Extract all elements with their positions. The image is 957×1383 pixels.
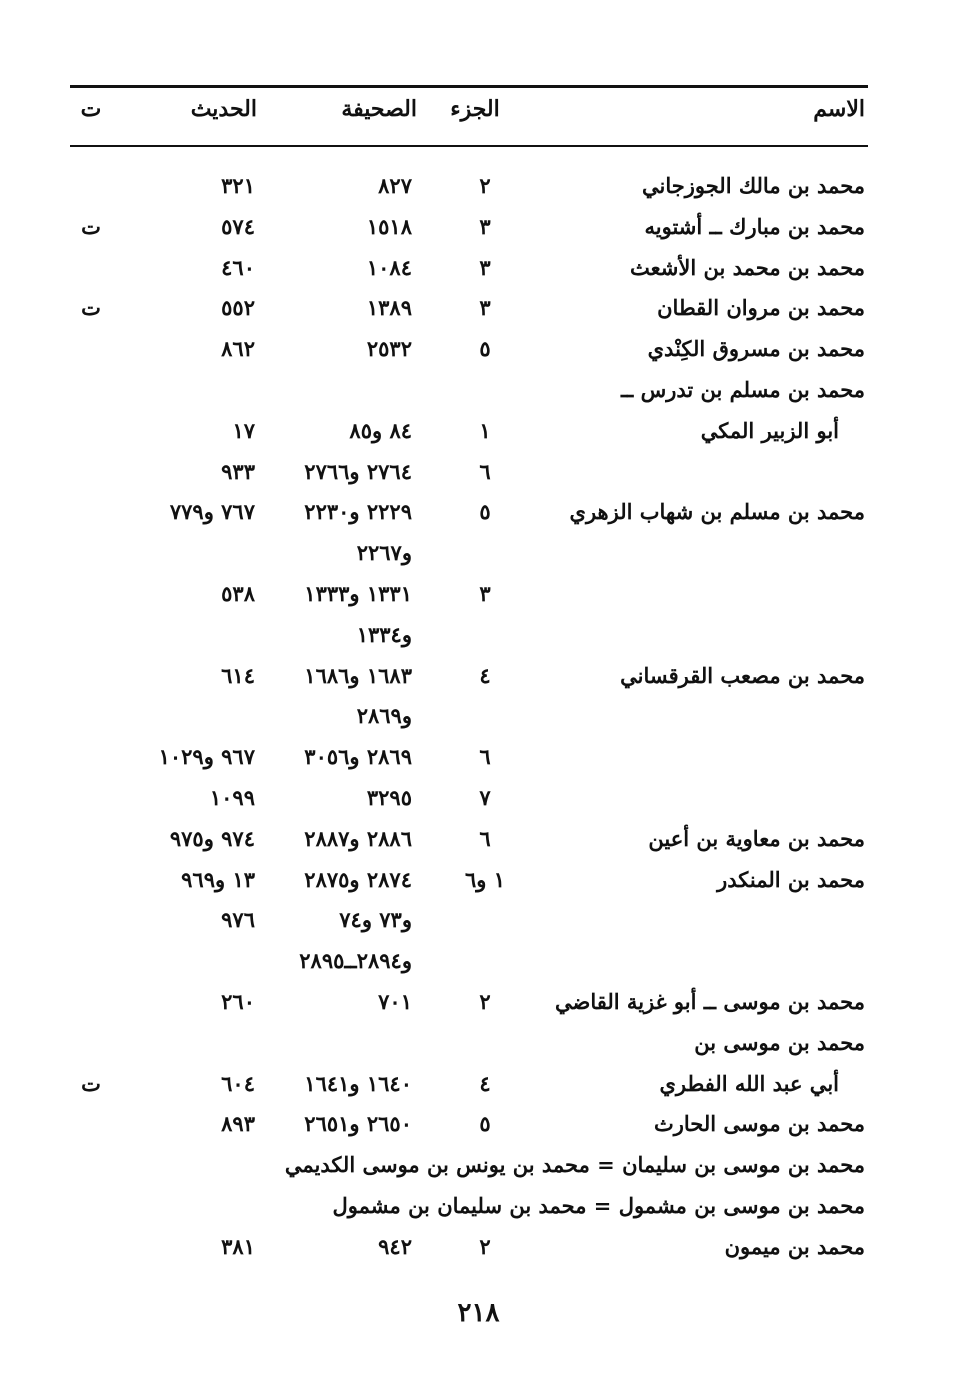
header-volume: الجزء	[450, 96, 500, 122]
header-page: الصحيفة	[341, 96, 417, 122]
entry-name: محمد بن معاوية بن أعين	[648, 826, 865, 851]
entry-hadith: ٣٢١	[221, 173, 255, 198]
entry-volume: ٢	[479, 1234, 491, 1259]
entry-name: محمد بن مبارك ــ أشتويه	[644, 214, 865, 239]
entry-volume: ٥	[479, 1111, 491, 1136]
entry-volume: ١	[479, 418, 491, 443]
entry-name: محمد بن موسى ــ أبو غزية القاضي	[555, 989, 865, 1014]
entry-volume: ٢	[479, 173, 491, 198]
entry-name: محمد بن محمد بن الأشعث	[630, 255, 865, 280]
header-t: ت	[80, 96, 102, 122]
entry-volume: ٣	[479, 214, 491, 239]
entry-t-mark: ت	[81, 1071, 101, 1096]
entry-page: ٢٧٦٤ و٢٧٦٦	[304, 459, 412, 484]
entry-name: أبو الزبير المكي	[700, 418, 839, 443]
entry-volume: ٣	[479, 255, 491, 280]
entry-volume: ٣	[479, 581, 491, 606]
entry-hadith: ٦١٤	[221, 663, 255, 688]
entry-page: ١٣٣١ و١٣٣٣	[304, 581, 412, 606]
entry-page: ١٦٤٠ و١٦٤١	[304, 1071, 412, 1096]
entry-page: ٢٥٣٢	[366, 336, 412, 361]
entry-hadith: ١٠٩٩	[209, 785, 255, 810]
entry-page: و٧٣ و٧٤	[339, 907, 412, 932]
entry-page: و٢٨٦٩	[356, 703, 412, 728]
entry-hadith: ٤٦٠	[221, 255, 255, 280]
header-name: الاسم	[813, 96, 865, 122]
entry-page: ٧٠١	[378, 989, 412, 1014]
entry-hadith: ٣٨١	[221, 1234, 255, 1259]
cross-reference: محمد بن موسى بن مشمول = محمد بن سليمان بن مشمول	[332, 1193, 865, 1218]
entry-name: محمد بن مالك الجوزجاني	[642, 173, 865, 198]
entry-name: محمد بن موسى الحارث	[653, 1111, 865, 1136]
entry-hadith: ٨٩٣	[221, 1111, 255, 1136]
entry-hadith: ٥٥٢	[221, 295, 255, 320]
entry-page: ٨٢٧	[378, 173, 412, 198]
entry-page: ٢٨٧٤ و٢٨٧٥	[304, 867, 412, 892]
entry-hadith: ٦٠٤	[221, 1071, 255, 1096]
entry-hadith: ٩٦٧ و١٠٢٩	[158, 744, 255, 769]
entry-volume: ٥	[479, 336, 491, 361]
entry-page: ٢٨٨٦ و٢٨٨٧	[304, 826, 412, 851]
entry-hadith: ٥٧٤	[221, 214, 255, 239]
entry-volume: ٢	[479, 989, 491, 1014]
entry-t-mark: ت	[81, 214, 101, 239]
entry-name: محمد بن مسروق الكِنْدي	[647, 336, 865, 361]
entry-page: ٢٨٦٩ و٣٠٥٦	[304, 744, 412, 769]
entry-page: و١٣٣٤	[356, 622, 412, 647]
entry-page: ١٣٨٩	[366, 295, 412, 320]
entry-volume: ١ و٦	[464, 867, 505, 892]
entry-name: محمد بن المنكدر	[717, 867, 865, 892]
entry-name: محمد بن مروان القطان	[657, 295, 865, 320]
entry-volume: ٤	[479, 663, 491, 688]
entry-volume: ٦	[479, 826, 491, 851]
entry-volume: ٤	[479, 1071, 491, 1096]
entry-hadith: ٧٦٧ و٧٧٩	[169, 499, 255, 524]
top-rule	[70, 85, 868, 88]
entry-page: ١٠٨٤	[366, 255, 412, 280]
entry-page: ٨٤ و٨٥	[349, 418, 412, 443]
entry-volume: ٧	[479, 785, 491, 810]
entry-page: ٢٢٢٩ و٢٢٣٠	[304, 499, 412, 524]
entry-volume: ٦	[479, 744, 491, 769]
entry-hadith: ١٣ و٩٦٩	[181, 867, 255, 892]
entry-volume: ٣	[479, 295, 491, 320]
entry-page: ٣٢٩٥	[366, 785, 412, 810]
entry-hadith: ٥٣٨	[221, 581, 255, 606]
entry-t-mark: ت	[81, 295, 101, 320]
entry-page: ٢٦٥٠ و٢٦٥١	[304, 1111, 412, 1136]
entry-name: محمد بن مسلم بن شهاب الزهري	[569, 499, 865, 524]
entry-name: محمد بن موسى بن	[694, 1030, 865, 1055]
entry-page: و٢٢٦٧	[356, 540, 412, 565]
entry-hadith: ٩٧٤ و٩٧٥	[169, 826, 255, 851]
entry-hadith: ٢٦٠	[221, 989, 255, 1014]
entry-page: و٢٨٩٤ــ٢٨٩٥	[299, 948, 412, 973]
entry-page: ١٥١٨	[366, 214, 412, 239]
entry-hadith: ٩٣٣	[221, 459, 255, 484]
entry-page: ٩٤٢	[378, 1234, 412, 1259]
header-rule	[70, 145, 868, 147]
entry-name: محمد بن مسلم بن تدرس ــ	[620, 377, 865, 402]
page-number: ٢١٨	[457, 1298, 500, 1328]
entry-volume: ٥	[479, 499, 491, 524]
cross-reference: محمد بن موسى بن سليمان = محمد بن يونس بن موسى الكديمي	[284, 1152, 865, 1177]
entry-hadith: ٩٧٦	[221, 907, 255, 932]
entry-volume: ٦	[479, 459, 491, 484]
entry-name: محمد بن مصعب القرقساني	[620, 663, 865, 688]
entry-name: أبي عبد الله الفطري	[659, 1071, 839, 1096]
entry-hadith: ٨٦٢	[221, 336, 255, 361]
entry-hadith: ١٧	[232, 418, 255, 443]
header-hadith: الحديث	[190, 96, 257, 122]
entry-page: ١٦٨٣ و١٦٨٦	[304, 663, 412, 688]
entry-name: محمد بن ميمون	[724, 1234, 865, 1259]
